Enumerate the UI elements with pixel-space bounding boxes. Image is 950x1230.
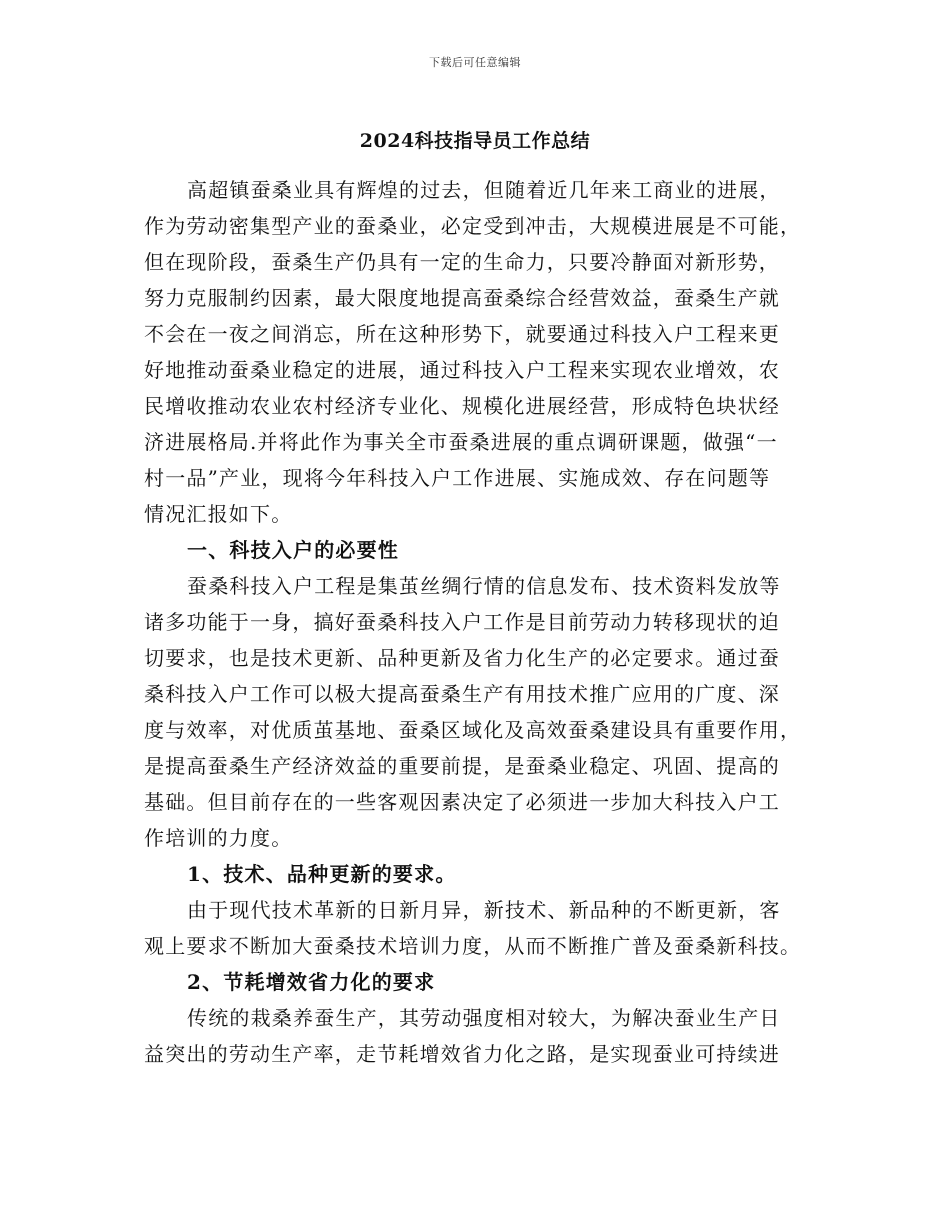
section-heading: 1、技术、品种更新的要求。 — [187, 862, 457, 886]
document-body — [144, 172, 809, 1072]
section-heading: 2、节耗增效省力化的要求 — [187, 970, 436, 994]
paragraph-line: 村一品”产业，现将今年科技入户工作进展、实施成效、存在问题等 — [144, 466, 771, 490]
paragraph-line: 切要求，也是技术更新、品种更新及省力化生产的必定要求。通过蚕 — [144, 646, 780, 670]
paragraph-line: 好地推动蚕桑业稳定的进展，通过科技入户工程来实现农业增效，农 — [144, 358, 780, 382]
paragraph-line: 民增收推动农业农村经济专业化、规模化进展经营，形成特色块状经 — [144, 394, 780, 418]
paragraph-line: 作培训的力度。 — [144, 826, 293, 850]
paragraph-line: 济进展格局.并将此作为事关全市蚕桑进展的重点调研课题，做强“一 — [144, 430, 778, 454]
paragraph-line: 作为劳动密集型产业的蚕桑业，必定受到冲击，大规模进展是不可能， — [144, 214, 802, 238]
section-heading: 一、科技入户的必要性 — [187, 538, 399, 562]
paragraph-line: 益突出的劳动生产率，走节耗增效省力化之路，是实现蚕业可持续进 — [144, 1042, 780, 1066]
document-title: 2024科技指导员工作总结 — [359, 130, 591, 152]
paragraph-line: 蚕桑科技入户工程是集茧丝绸行情的信息发布、技术资料发放等 — [187, 574, 781, 598]
paragraph-line: 不会在一夜之间消忘，所在这种形势下，就要通过科技入户工程来更 — [144, 322, 780, 346]
paragraph-line: 观上要求不断加大蚕桑技术培训力度，从而不断推广普及蚕桑新科技。 — [144, 934, 802, 958]
paragraph-line: 努力克服制约因素，最大限度地提高蚕桑综合经营效益，蚕桑生产就 — [144, 286, 780, 310]
paragraph-line: 传统的栽桑养蚕生产，其劳动强度相对较大，为解决蚕业生产日 — [187, 1006, 781, 1030]
paragraph-line: 高超镇蚕桑业具有辉煌的过去，但随着近几年来工商业的进展， — [187, 178, 781, 202]
paragraph-line: 基础。但目前存在的一些客观因素决定了必须进一步加大科技入户工 — [144, 790, 780, 814]
paragraph-line: 诸多功能于一身，搞好蚕桑科技入户工作是目前劳动力转移现状的迫 — [144, 610, 780, 634]
paragraph-line: 由于现代技术革新的日新月异，新技术、新品种的不断更新，客 — [187, 898, 781, 922]
header-note: 下载后可任意编辑 — [429, 56, 521, 69]
paragraph-line: 桑科技入户工作可以极大提高蚕桑生产有用技术推广应用的广度、深 — [144, 682, 780, 706]
paragraph-line: 但在现阶段，蚕桑生产仍具有一定的生命力，只要冷静面对新形势， — [144, 250, 780, 274]
paragraph-line: 情况汇报如下。 — [144, 502, 293, 526]
paragraph-line: 度与效率，对优质茧基地、蚕桑区域化及高效蚕桑建设具有重要作用， — [144, 718, 802, 742]
paragraph-line: 是提高蚕桑生产经济效益的重要前提，是蚕桑业稳定、巩固、提高的 — [144, 754, 780, 778]
